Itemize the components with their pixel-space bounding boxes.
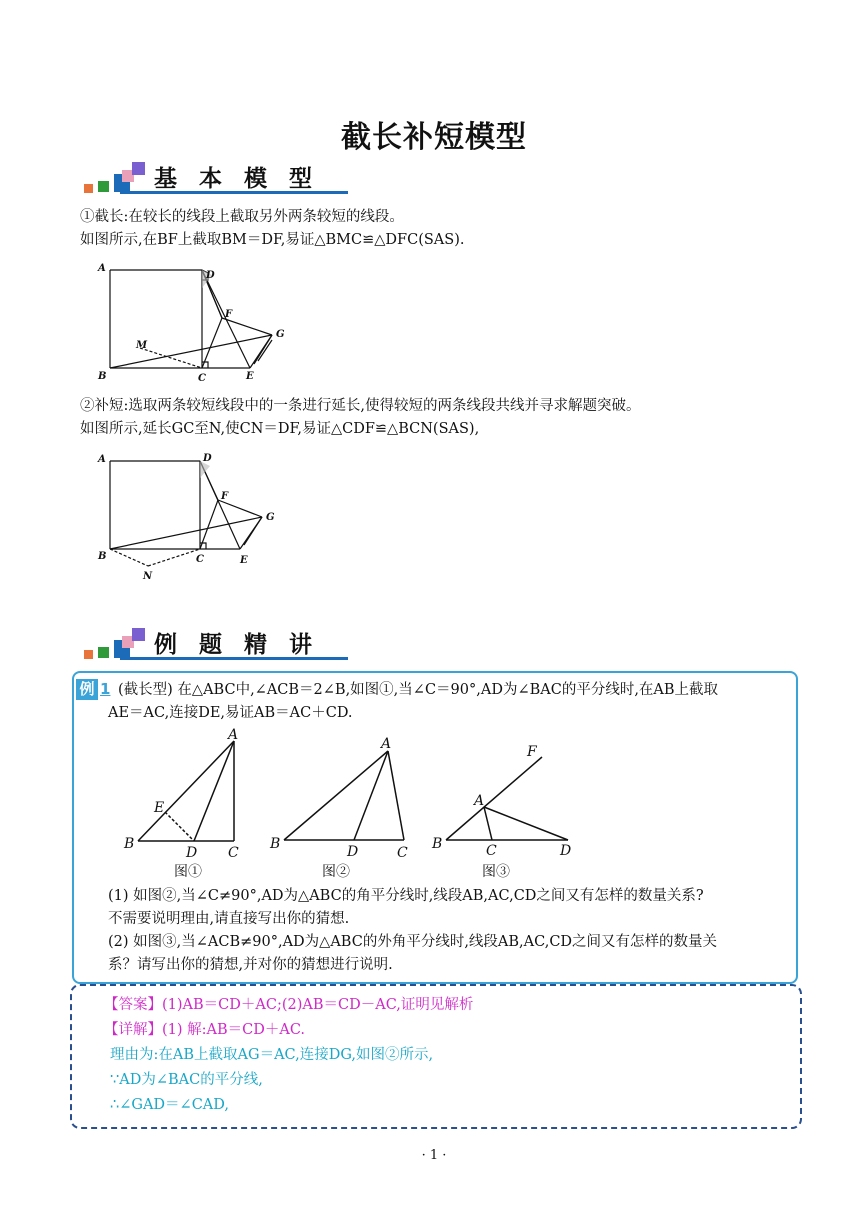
fig1-label-G: G — [276, 329, 285, 340]
question2-line1: (2) 如图③,当∠ACB≠90°,AD为△ABC的外角平分线时,线段AB,AC,CD之间又有怎样的数量关 — [108, 934, 718, 950]
fig2-label-G: G — [266, 512, 275, 523]
figB-label-A: A — [381, 736, 392, 752]
section-header-examples — [84, 626, 354, 660]
fig1-label-C: C — [198, 373, 206, 384]
caption-fig1: 图① — [174, 864, 202, 880]
fig1-label-M: M — [136, 340, 148, 351]
jiechang-line1: ①截长:在较长的线段上截取另外两条较短的线段。 — [80, 209, 404, 225]
fig1-label-E: E — [246, 371, 254, 382]
detail-line: 【详解】(1) 解:AB＝CD＋AC. — [104, 1022, 306, 1038]
figure-jiechang — [90, 258, 300, 388]
decor-square-green — [98, 647, 109, 658]
fig2-label-B: B — [98, 551, 107, 562]
figA-label-A: A — [228, 727, 239, 743]
because-line: ∵AD为∠BAC的平分线, — [110, 1072, 263, 1088]
page-number: · 1 · — [421, 1148, 447, 1163]
example-line1: (截长型) 在△ABC中,∠ACB＝2∠B,如图①,当∠C＝90°,AD为∠BAC的平分线时,在AB上截取 — [118, 682, 719, 698]
decor-square-green — [98, 181, 109, 192]
decor-square-purple — [132, 628, 145, 641]
section-title: 例 题 精 讲 — [154, 632, 320, 658]
fig1-label-F: F — [225, 309, 233, 320]
figure-triangle-3 — [430, 742, 590, 880]
figB-label-C: C — [397, 845, 408, 861]
page-title: 截长补短模型 — [341, 120, 527, 155]
fig2-label-F: F — [221, 491, 229, 502]
example-tag: 例 — [76, 679, 98, 700]
answer-line: 【答案】(1)AB＝CD＋AC;(2)AB＝CD－AC,证明见解析 — [104, 997, 474, 1013]
therefore-line: ∴∠GAD＝∠CAD, — [110, 1097, 229, 1113]
fig1-label-A: A — [98, 263, 106, 274]
example-line2: AE＝AC,连接DE,易证AB＝AC＋CD. — [108, 705, 353, 721]
figA-label-E: E — [154, 800, 165, 816]
question1-line2: 不需要说明理由,请直接写出你的猜想. — [108, 911, 350, 927]
fig2-label-D: D — [203, 453, 212, 464]
figC-label-D: D — [560, 843, 572, 859]
decor-square-orange — [84, 650, 93, 659]
buduan-line1: ②补短:选取两条较短线段中的一条进行延长,使得较短的两条线段共线并寻求解题突破。 — [80, 398, 641, 414]
caption-fig3: 图③ — [482, 864, 510, 880]
figC-label-C: C — [486, 843, 497, 859]
figC-label-A: A — [474, 793, 485, 809]
fig2-label-C: C — [196, 554, 204, 565]
decor-square-purple — [132, 162, 145, 175]
figure-triangle-1 — [118, 726, 258, 880]
jiechang-line2: 如图所示,在BF上截取BM＝DF,易证△BMC≌△DFC(SAS). — [80, 232, 465, 248]
caption-fig2: 图② — [322, 864, 350, 880]
question1-line1: (1) 如图②,当∠C≠90°,AD为△ABC的角平分线时,线段AB,AC,CD之间又有怎样的数量关系? — [108, 888, 704, 904]
section-title: 基 本 模 型 — [154, 166, 320, 192]
figA-label-C: C — [228, 845, 239, 861]
fig1-label-B: B — [98, 371, 107, 382]
buduan-line2: 如图所示,延长GC至N,使CN＝DF,易证△CDF≌△BCN(SAS), — [80, 421, 480, 437]
question2-line2: 系？请写出你的猜想,并对你的猜想进行说明. — [108, 957, 393, 973]
figA-label-B: B — [124, 836, 135, 852]
decor-square-orange — [84, 184, 93, 193]
figB-label-B: B — [270, 836, 281, 852]
figB-label-D: D — [347, 844, 359, 860]
figC-label-F: F — [527, 744, 537, 760]
example-number: 1 — [100, 680, 111, 698]
fig1-label-D: D — [206, 270, 215, 281]
reason-line: 理由为:在AB上截取AG＝AC,连接DG,如图②所示, — [110, 1047, 434, 1063]
figure-buduan — [90, 448, 300, 588]
fig2-label-E: E — [240, 555, 248, 566]
figure-triangle-2 — [264, 726, 424, 880]
figA-label-D: D — [186, 845, 198, 861]
section-header-basic-model — [84, 160, 354, 194]
fig2-label-N: N — [143, 571, 153, 582]
fig2-label-A: A — [98, 454, 106, 465]
figC-label-B: B — [432, 836, 443, 852]
